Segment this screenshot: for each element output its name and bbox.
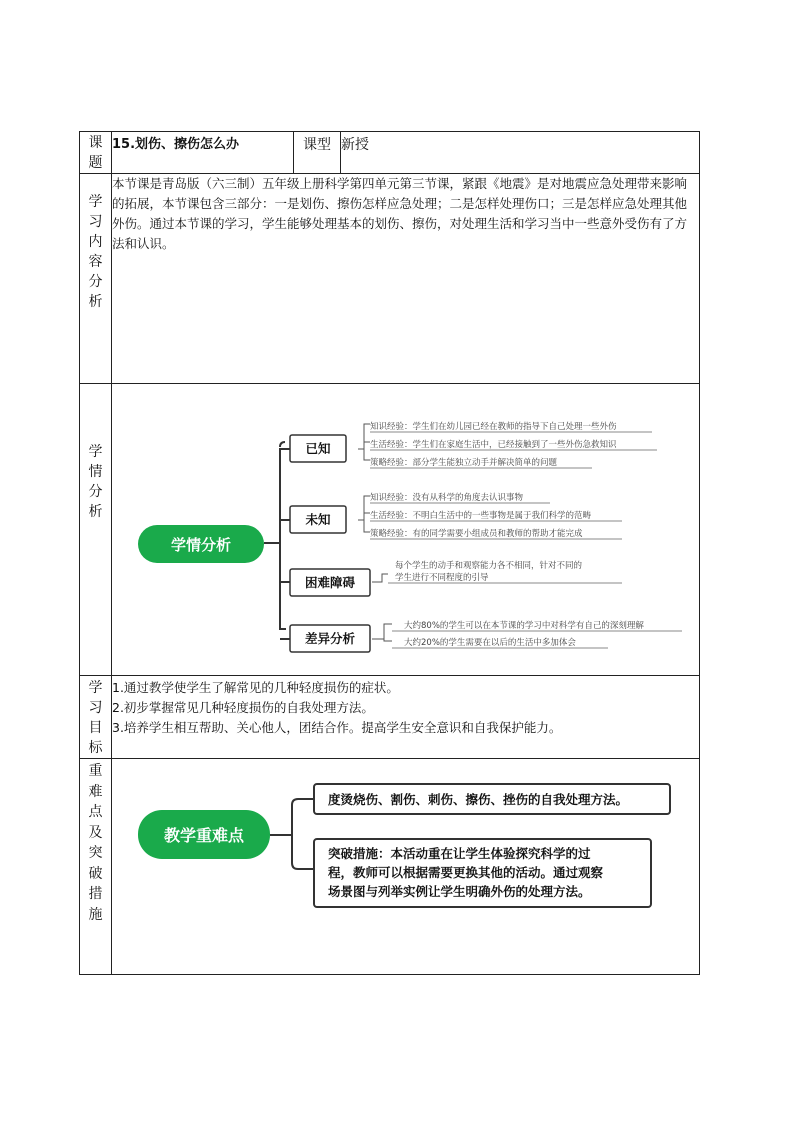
label-char: 析 xyxy=(88,294,103,310)
leaf-text: 大约20%的学生需要在以后的生活中多加体会 xyxy=(404,638,576,648)
label-char: 标 xyxy=(88,740,103,756)
label-char: 习 xyxy=(88,214,103,230)
label-char: 施 xyxy=(88,906,103,923)
title-label xyxy=(80,132,112,174)
label-char: 容 xyxy=(88,254,103,270)
label-char: 学 xyxy=(88,194,103,210)
lesson-type-label: 课型 xyxy=(294,132,341,174)
lesson-title: 15.划伤、擦伤怎么办 xyxy=(112,132,294,174)
label-char: 分 xyxy=(88,274,103,290)
label-char: 学 xyxy=(88,680,103,696)
objectives-list xyxy=(112,676,700,759)
leaf-text: 每个学生的动手和观察能力各不相同，针对不同的 xyxy=(395,561,583,571)
label-char: 析 xyxy=(88,504,103,520)
learner-analysis-label xyxy=(80,384,112,676)
root-node-label: 教学重难点 xyxy=(163,826,245,845)
key-points-mindmap-cell xyxy=(112,759,700,975)
label-char: 及 xyxy=(88,824,103,841)
branch-label: 已知 xyxy=(305,441,331,456)
label-char: 学 xyxy=(88,444,103,460)
key-point-text: 度烫烧伤、割伤、刺伤、擦伤、挫伤的自我处理方法。 xyxy=(328,792,629,807)
lesson-plan-table xyxy=(79,131,700,975)
label-char: 破 xyxy=(88,865,103,882)
key-points-row xyxy=(80,759,700,975)
label-char: 点 xyxy=(88,804,103,820)
objective-item: 1.通过教学使学生了解常见的几种轻度损伤的症状。 xyxy=(112,680,399,695)
label-char: 突 xyxy=(88,845,103,861)
label-char: 习 xyxy=(88,700,103,716)
key-points-label xyxy=(80,759,112,975)
leaf-text: 知识经验：没有从科学的角度去认识事物 xyxy=(370,493,524,503)
breakthrough-line: 突破措施：本活动重在让学生体验探究科学的过 xyxy=(328,846,591,861)
label-char: 内 xyxy=(88,234,103,250)
leaf-text: 知识经验：学生们在幼儿园已经在教师的指导下自己处理一些外伤 xyxy=(370,422,617,432)
learner-mindmap xyxy=(112,384,699,674)
label-char: 题 xyxy=(88,155,103,171)
label-char: 课 xyxy=(88,135,103,151)
leaf-text: 学生进行不同程度的引导 xyxy=(395,573,489,583)
leaf-text: 策略经验：部分学生能独立动手并解决简单的问题 xyxy=(370,458,558,468)
label-char: 目 xyxy=(88,720,103,736)
label-char: 情 xyxy=(88,464,103,480)
breakthrough-line: 程，教师可以根据需要更换其他的活动。通过观察 xyxy=(328,865,604,880)
branch-label: 差异分析 xyxy=(304,631,356,646)
header-row xyxy=(80,132,700,174)
label-char: 难 xyxy=(88,783,103,800)
leaf-text: 生活经验：不明白生活中的一些事物是属于我们科学的范畴 xyxy=(370,511,592,521)
branch-label: 困难障碍 xyxy=(304,575,356,590)
breakthrough-line: 场景图与列举实例让学生明确外伤的处理方法。 xyxy=(328,884,591,899)
key-points-mindmap xyxy=(112,759,699,973)
leaf-text: 大约80%的学生可以在本节课的学习中对科学有自己的深刻理解 xyxy=(404,621,644,631)
content-analysis-text: 本节课是青岛版（六三制）五年级上册科学第四单元第三节课，紧跟《地震》是对地震应急处理带来影响的拓展，本节课包含三部分：一是划伤、擦伤怎样应急处理；二是怎样处理伤口；三是怎样应急处理其他外伤。通过本节课的学习，学生能够处理基本的划伤、擦伤，对处理生活和学习当中一些意外受伤有了方法和认识。 xyxy=(112,174,700,384)
leaf-text: 策略经验：有的同学需要小组成员和教师的帮助才能完成 xyxy=(370,529,583,539)
objectives-row xyxy=(80,676,700,759)
objective-item: 3.培养学生相互帮助、关心他人，团结合作。提高学生安全意识和自我保护能力。 xyxy=(112,720,562,735)
leaf-text: 生活经验：学生们在家庭生活中，已经接触到了一些外伤急救知识 xyxy=(370,440,617,450)
content-analysis-row xyxy=(80,174,700,384)
content-analysis-label xyxy=(80,174,112,384)
lesson-type-value: 新授 xyxy=(341,132,700,174)
learner-mindmap-cell xyxy=(112,384,700,676)
label-char: 措 xyxy=(88,886,103,902)
branch-label: 未知 xyxy=(305,512,331,527)
objective-item: 2.初步掌握常见几种轻度损伤的自我处理方法。 xyxy=(112,700,374,715)
label-char: 分 xyxy=(88,484,103,500)
label-char: 重 xyxy=(88,763,103,779)
root-node-label: 学情分析 xyxy=(170,536,232,554)
learner-analysis-row xyxy=(80,384,700,676)
objectives-label xyxy=(80,676,112,759)
